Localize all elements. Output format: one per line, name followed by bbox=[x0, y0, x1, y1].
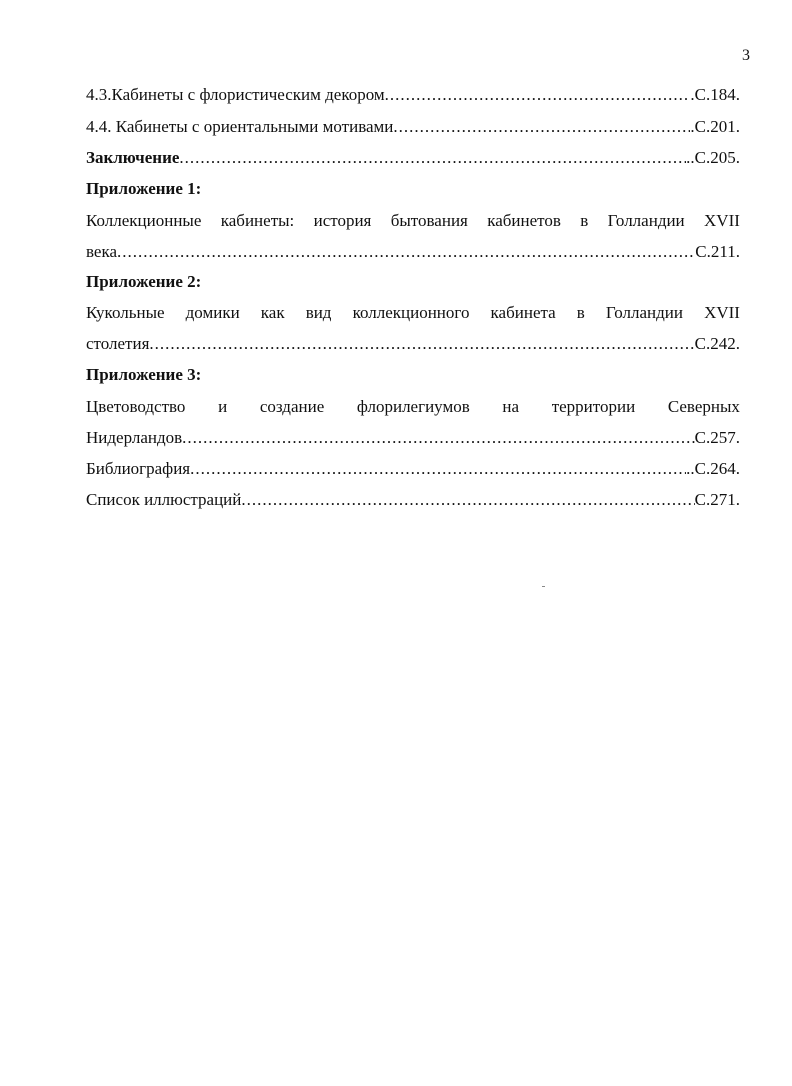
toc-entry-title: Заключение bbox=[86, 148, 180, 167]
word: история bbox=[313, 211, 372, 230]
word: Голландии bbox=[605, 303, 683, 322]
word: домики bbox=[185, 303, 240, 322]
dot-leader bbox=[385, 84, 691, 106]
toc-entry-illustrations bbox=[86, 489, 740, 511]
word: флорилегиумов bbox=[356, 397, 470, 416]
toc-entry-page: .С.201. bbox=[690, 117, 740, 136]
page-number: 3 bbox=[742, 47, 750, 64]
word: кабинеты: bbox=[220, 211, 295, 230]
word: XVII bbox=[704, 211, 740, 230]
word: Цветоводство bbox=[86, 397, 186, 416]
word: на bbox=[502, 397, 520, 416]
toc-entry-page: .С.184. bbox=[690, 85, 740, 104]
appendix-1-description bbox=[86, 210, 740, 232]
word: создание bbox=[259, 397, 325, 416]
word: территории bbox=[551, 397, 636, 416]
toc-entry-conclusion bbox=[86, 147, 740, 169]
toc-entry-title: века bbox=[86, 242, 118, 261]
toc-entry-page: С.211. bbox=[695, 242, 740, 261]
word: кабинета bbox=[490, 303, 556, 322]
toc-entry-4-4 bbox=[86, 116, 740, 138]
toc-entry-title: 4.4. Кабинеты с ориентальными мотивами bbox=[86, 117, 394, 136]
word: Голландии bbox=[607, 211, 685, 230]
dot-leader bbox=[149, 333, 694, 355]
toc-entry-page: С.242. bbox=[694, 334, 740, 353]
appendix-1-heading: Приложение 1: bbox=[86, 179, 202, 198]
dot-leader bbox=[241, 489, 694, 511]
dot-leader bbox=[393, 116, 690, 138]
toc-entry-appendix-3 bbox=[86, 427, 740, 449]
toc-entry-title: 4.3.Кабинеты с флористическим декором bbox=[86, 85, 385, 104]
word: кабинетов bbox=[487, 211, 561, 230]
dot-leader bbox=[179, 147, 686, 169]
word: коллекционного bbox=[352, 303, 470, 322]
toc-entry-bibliography bbox=[86, 458, 740, 480]
word: вид bbox=[305, 303, 332, 322]
toc-entry-4-3 bbox=[86, 84, 740, 106]
word: Коллекционные bbox=[86, 211, 202, 230]
word: XVII bbox=[704, 303, 740, 322]
toc-entry-title: столетия bbox=[86, 334, 150, 353]
word: и bbox=[218, 397, 228, 416]
dot-leader bbox=[190, 458, 686, 480]
word: в bbox=[576, 303, 585, 322]
toc-entry-title: Библиография bbox=[86, 459, 191, 478]
scan-speck bbox=[542, 586, 545, 587]
toc-entry-page: С.271. bbox=[694, 490, 740, 509]
toc-entry-title: Список иллюстраций bbox=[86, 490, 242, 509]
appendix-3-heading: Приложение 3: bbox=[86, 365, 202, 384]
toc-entry-appendix-1 bbox=[86, 241, 740, 263]
word: в bbox=[580, 211, 589, 230]
toc-entry-page: ..С.264. bbox=[686, 459, 740, 478]
toc-entry-page: С.257. bbox=[694, 428, 740, 447]
dot-leader bbox=[182, 427, 695, 449]
toc-entry-page: ..С.205. bbox=[686, 148, 740, 167]
dot-leader bbox=[117, 241, 695, 263]
word: как bbox=[260, 303, 285, 322]
word: бытования bbox=[390, 211, 468, 230]
toc-entry-title: Нидерландов bbox=[86, 428, 183, 447]
word: Северных bbox=[667, 397, 740, 416]
appendix-2-description bbox=[86, 302, 740, 324]
toc-entry-appendix-2 bbox=[86, 333, 740, 355]
appendix-3-description bbox=[86, 396, 740, 418]
word: Кукольные bbox=[86, 303, 165, 322]
appendix-2-heading: Приложение 2: bbox=[86, 272, 202, 291]
